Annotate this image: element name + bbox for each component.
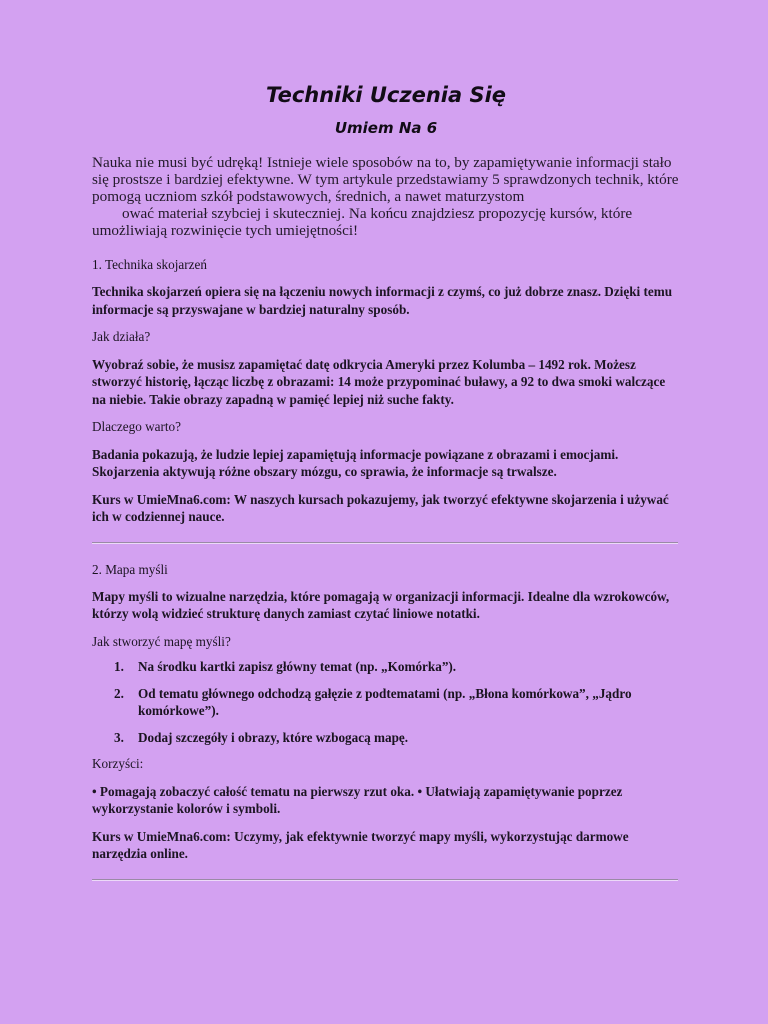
section1-heading: 1. Technika skojarzeń <box>92 257 207 272</box>
mindmap-steps-list <box>92 658 680 746</box>
list-item <box>92 685 680 720</box>
section1-how-text: Wyobraź sobie, że musisz zapamiętać datę odkrycia Ameryki przez Kolumba – 1492 rok. Możesz stworzyć historię, łącząc liczbę z obrazami: 14 może przypominać buławy, a 92 to dwa smoki walczące na niebie. Takie obrazy zapadną w pamięć lepiej niż suche fakty. <box>92 356 666 407</box>
intro-text-part1: Nauka nie musi być udręką! Istnieje wiele sposobów na to, by zapamiętywanie informacji stało się prostsze i bardziej efektywne. W tym artykule przedstawiamy 5 sprawdzonych technik, które pomogą uczniom szkół podstawowych, średnich, a nawet maturzystom <box>92 154 679 205</box>
page-subtitle: Umiem Na 6 <box>334 119 438 137</box>
section1-why-text: Badania pokazują, że ludzie lepiej zapamiętują informacje powiązane z obrazami i emocjami. Skojarzenia aktywują różne obszary mózgu, co sprawia, że informacje są trwalsze. <box>92 446 619 479</box>
list-item-text: Na środku kartki zapisz główny temat (np. „Komórka”). <box>138 659 457 674</box>
section1-course-text: Kurs w UmieMna6.com: W naszych kursach pokazujemy, jak tworzyć efektywne skojarzenia i używać ich w codziennej nauce. <box>92 491 669 524</box>
list-item-number: 1. <box>114 659 124 674</box>
intro-text-part2: ować materiał szybciej i skuteczniej. Na końcu znajdziesz propozycję kursów, które umożliwiają rozwinięcie tych umiejętności! <box>92 205 633 239</box>
list-item <box>92 658 680 676</box>
section1-how-heading: Jak działa? <box>92 329 151 344</box>
section2-benefits-text: • Pomagają zobaczyć całość tematu na pierwszy rzut oka. • Ułatwiają zapamiętywanie poprzez wykorzystanie kolorów i symboli. <box>92 783 623 816</box>
page-title: Techniki Uczenia Się <box>265 83 507 107</box>
section2-description: Mapy myśli to wizualne narzędzia, które pomagają w organizacji informacji. Idealne dla wzrokowców, którzy wolą widzieć strukturę danych zamiast czytać liniowe notatki. <box>92 588 670 621</box>
intro-paragraph <box>92 154 680 239</box>
section-divider-1 <box>92 542 678 544</box>
list-item-text: Dodaj szczegóły i obrazy, które wzbogacą mapę. <box>138 729 409 745</box>
section2-heading: 2. Mapa myśli <box>92 561 168 577</box>
section2-course-text: Kurs w UmieMna6.com: Uczymy, jak efektywnie tworzyć mapy myśli, wykorzystując darmowe narzędzia online. <box>92 828 629 861</box>
list-item-number: 3. <box>114 729 124 745</box>
section2-benefits-heading: Korzyści: <box>92 756 144 771</box>
list-item-number: 2. <box>114 685 124 701</box>
list-item-text: Od tematu głównego odchodzą gałęzie z podtematami (np. „Błona komórkowa”, „Jądro komórkowe”). <box>138 685 632 718</box>
section-divider-2 <box>92 879 678 881</box>
section1-why-heading: Dlaczego warto? <box>92 419 181 434</box>
section2-how-heading: Jak stworzyć mapę myśli? <box>92 633 231 649</box>
document-page <box>92 80 680 881</box>
section1-description: Technika skojarzeń opiera się na łączeniu nowych informacji z czymś, co już dobrze znasz. Dzięki temu informacje są przyswajane w bardziej naturalny sposób. <box>92 284 673 317</box>
list-item <box>92 729 680 747</box>
